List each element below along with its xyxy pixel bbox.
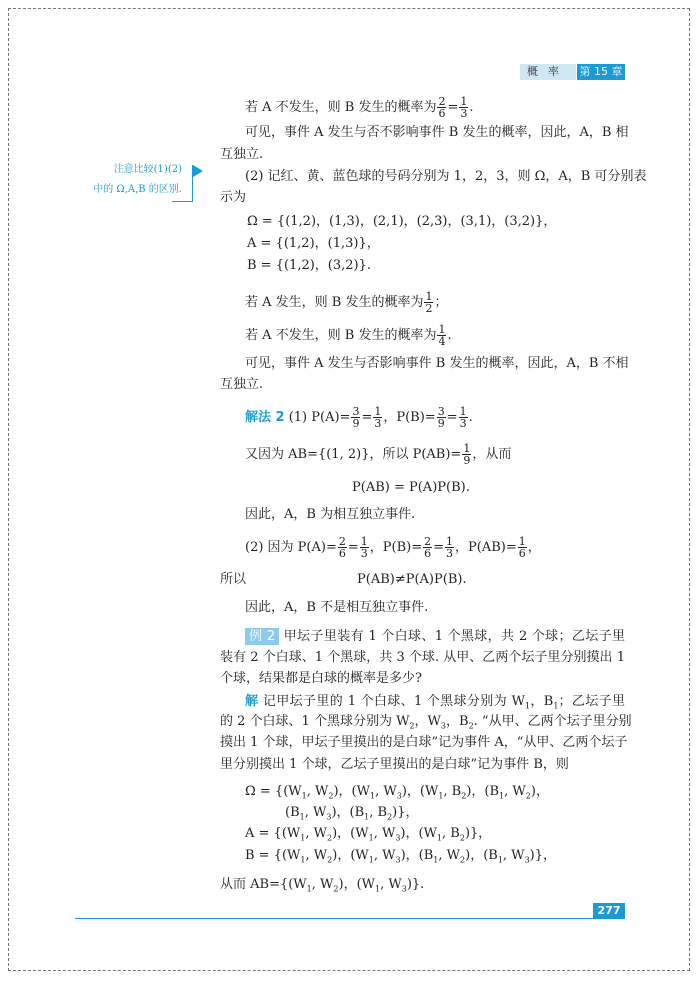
text-segment: A = {(W — [245, 826, 301, 841]
text-segment: 可见，事件 A 发生与否影响事件 B 发生的概率，因此，A，B 不相 — [245, 356, 629, 371]
fraction — [424, 291, 433, 314]
text-segment: )}， — [529, 848, 556, 863]
numerator: 2 — [424, 535, 432, 548]
subscript: 1 — [300, 855, 306, 865]
text-segment: ，B — [446, 714, 469, 729]
margin-note-bracket — [172, 201, 193, 202]
subscript: 1 — [436, 833, 443, 843]
text-segment: ；乙坛子里 — [558, 694, 625, 709]
subscript: 1 — [301, 791, 307, 801]
text-segment: = — [361, 410, 373, 425]
text-segment: ，P(B)= — [383, 410, 436, 425]
text-segment: , W — [380, 877, 402, 892]
text-segment: (2) 因为 P(A)= — [245, 540, 337, 555]
denominator: 9 — [463, 454, 471, 467]
text-segment: 若 A 不发生，则 B 发生的概率为 — [245, 100, 437, 115]
text-segment: . — [468, 410, 473, 425]
text-line — [245, 825, 491, 848]
text-line — [245, 406, 473, 429]
text-segment: )，(B — [400, 848, 434, 863]
text-line — [245, 324, 452, 347]
text-segment: )，(W — [333, 784, 370, 799]
fraction — [518, 536, 527, 559]
text-segment: 示为 — [220, 190, 247, 205]
text-segment: 因此，A，B 为相互独立事件. — [245, 507, 416, 522]
text-segment: 的 2 个白球、1 个黑球分别为 W — [220, 714, 410, 729]
solution-label: 解 — [245, 694, 259, 709]
denominator: 9 — [352, 417, 360, 430]
denominator: 6 — [438, 107, 446, 120]
text-segment: 又因为 AB={(1, 2)}，所以 P(AB)= — [245, 447, 462, 462]
text-segment: ； — [434, 295, 448, 310]
subscript: 1 — [497, 855, 503, 865]
text-line — [220, 189, 246, 207]
text-segment: , W — [305, 848, 328, 863]
text-segment: ，P(AB)= — [455, 540, 517, 555]
denominator: 6 — [518, 547, 526, 560]
text-segment: 若 A 不发生，则 B 发生的概率为 — [245, 328, 437, 343]
text-segment: )，(B — [331, 805, 365, 820]
fraction — [459, 96, 468, 119]
denominator: 3 — [460, 107, 468, 120]
text-segment: B = {(W — [245, 848, 301, 863]
fraction — [423, 536, 432, 559]
text-segment: 个球，结果都是白球的概率是多少? — [220, 671, 422, 686]
fraction — [437, 96, 446, 119]
text-line — [245, 443, 511, 466]
subscript: 2 — [327, 855, 333, 865]
text-line — [247, 213, 556, 231]
example-badge: 例 2 — [245, 628, 279, 645]
fraction — [360, 536, 369, 559]
text-segment: P(AB)≠P(A)P(B). — [357, 572, 467, 587]
margin-note-line: 注意比较(1)(2) — [113, 164, 182, 175]
numerator: 1 — [463, 442, 471, 455]
subscript: 2 — [326, 833, 333, 843]
text-segment: , W — [305, 826, 327, 841]
text-segment: = — [347, 540, 359, 555]
fraction — [437, 324, 446, 347]
denominator: 3 — [446, 547, 454, 560]
solution-label: 解法 2 — [245, 410, 285, 425]
text-line — [245, 124, 629, 142]
text-line — [357, 571, 467, 589]
subscript: 3 — [396, 791, 402, 801]
text-segment: )}， — [464, 826, 492, 841]
text-segment: , W — [311, 877, 334, 892]
text-segment: Ω = {(1,2)，(1,3)，(2,1)，(2,3)，(3,1)，(3,2)}， — [247, 214, 557, 229]
numerator: 2 — [438, 95, 446, 108]
fraction — [445, 536, 454, 559]
text-line — [245, 847, 556, 870]
text-segment: , W — [502, 848, 525, 863]
subscript: 1 — [369, 791, 376, 801]
text-line — [220, 571, 246, 589]
subscript: 2 — [460, 855, 466, 865]
subscript: 2 — [525, 791, 531, 801]
text-segment: 互独立. — [220, 147, 264, 162]
numerator: 1 — [438, 323, 446, 336]
subscript: 1 — [553, 701, 559, 711]
text-segment: , B — [369, 805, 388, 820]
text-segment: , B — [443, 784, 462, 799]
subscript: 3 — [326, 812, 332, 822]
text-segment: = — [433, 540, 445, 555]
subscript: 2 — [468, 721, 474, 731]
text-segment: B = {(1,2)，(3,2)}. — [247, 258, 372, 273]
subscript: 1 — [299, 812, 305, 822]
subscript: 2 — [333, 884, 339, 894]
denominator: 4 — [438, 335, 446, 348]
text-segment: 因此，A，B 不是相互独立事件. — [245, 600, 429, 615]
subscript: 3 — [401, 884, 407, 894]
numerator: 1 — [360, 535, 368, 548]
text-segment: 摸出 1 个球，甲坛子里摸出的是白球”记为事件 A，“从甲、乙两个坛子 — [220, 735, 628, 750]
text-segment: . “从甲、乙两个坛子里分别 — [473, 714, 632, 729]
numerator: 1 — [518, 535, 526, 548]
numerator: 3 — [437, 405, 445, 418]
text-line — [245, 506, 415, 524]
subscript: 3 — [395, 855, 401, 865]
text-line — [245, 96, 474, 119]
text-segment: 记甲坛子里的 1 个白球、1 个黑球分别为 W — [258, 694, 525, 709]
fraction — [338, 536, 347, 559]
text-segment: = — [447, 100, 459, 115]
text-segment: 互独立. — [220, 377, 264, 392]
text-segment: , W — [373, 848, 396, 863]
text-line — [247, 235, 380, 253]
text-line — [245, 536, 541, 559]
subscript: 1 — [499, 791, 505, 801]
text-segment: 里分别摸出 1 个球，乙坛子里摸出的是白球”记为事件 B，则 — [220, 757, 569, 772]
subscript: 2 — [328, 791, 334, 801]
numerator: 1 — [460, 95, 468, 108]
subscript: 2 — [459, 833, 465, 843]
subscript: 1 — [438, 791, 444, 801]
denominator: 3 — [374, 417, 382, 430]
text-segment: (2) 记红、黄、蓝色球的号码分别为 1，2，3，则 Ω，A，B 可分别表 — [245, 169, 647, 184]
subscript: 1 — [433, 855, 439, 865]
subscript: 1 — [368, 833, 374, 843]
text-line — [285, 804, 419, 827]
text-line — [220, 146, 263, 164]
text-segment: )，(W — [332, 826, 369, 841]
text-line — [245, 599, 428, 617]
subscript: 1 — [306, 884, 312, 894]
text-segment: )，(W — [332, 848, 369, 863]
margin-note-line: 中的 Ω,A,B 的区别. — [93, 184, 182, 195]
text-segment: )，(B — [466, 784, 500, 799]
numerator: 1 — [459, 405, 467, 418]
subscript: 2 — [461, 791, 467, 801]
text-segment: ，P(B)= — [369, 540, 423, 555]
denominator: 3 — [459, 417, 467, 430]
text-segment: 可见，事件 A 发生与否不影响事件 B 发生的概率，因此，A，B 相 — [245, 125, 629, 140]
text-line — [352, 479, 470, 497]
text-segment: ，B — [530, 694, 554, 709]
subscript: 3 — [524, 855, 530, 865]
text-line — [247, 257, 371, 275]
text-line — [220, 649, 625, 667]
text-line — [220, 734, 628, 752]
text-segment: 装有 2 个白球、1 个黑球，共 3 个球. 从甲、乙两个坛子里分别摸出 1 — [220, 650, 625, 665]
text-segment: , W — [438, 848, 461, 863]
text-segment: )，(W — [401, 784, 439, 799]
text-segment: (B — [285, 805, 300, 820]
subscript: 1 — [300, 833, 306, 843]
numerator: 1 — [446, 535, 454, 548]
denominator: 3 — [360, 547, 368, 560]
text-segment: . — [469, 100, 474, 115]
text-line — [220, 876, 424, 899]
denominator: 9 — [437, 417, 445, 430]
text-segment: P(AB) = P(A)P(B). — [352, 480, 470, 495]
text-segment: A = {(1,2)，(1,3)}， — [247, 236, 380, 251]
fraction — [459, 406, 468, 429]
text-line — [245, 628, 625, 646]
fraction — [373, 406, 382, 429]
text-segment: )，(W — [400, 826, 437, 841]
fraction — [437, 406, 446, 429]
text-segment: )，(W — [338, 877, 376, 892]
section-label: 概率 — [520, 64, 576, 80]
footer-rule — [75, 918, 625, 919]
text-line — [245, 355, 629, 373]
fraction — [462, 443, 471, 466]
flag-icon — [193, 165, 203, 177]
text-line — [220, 376, 263, 394]
denominator: 2 — [425, 302, 433, 315]
text-segment: ，W — [414, 714, 441, 729]
subscript: 2 — [409, 721, 415, 731]
text-line — [220, 670, 422, 688]
text-segment: , W — [373, 826, 396, 841]
text-segment: 若 A 发生，则 B 发生的概率为 — [245, 295, 424, 310]
text-segment: 甲坛子里装有 1 个白球、1 个黑球，共 2 个球；乙坛子里 — [279, 629, 626, 644]
text-segment: , W — [306, 784, 329, 799]
subscript: 1 — [368, 855, 374, 865]
text-segment: )，(B — [465, 848, 498, 863]
text-line — [245, 291, 448, 314]
text-segment: (1) P(A)= — [284, 410, 351, 425]
text-line — [220, 756, 569, 774]
denominator: 6 — [338, 547, 346, 560]
chapter-label: 第 15 章 — [577, 64, 625, 80]
numerator: 2 — [338, 535, 346, 548]
text-segment: , W — [504, 784, 526, 799]
subscript: 1 — [364, 812, 370, 822]
text-line — [220, 713, 632, 736]
numerator: 3 — [352, 405, 360, 418]
text-line — [245, 168, 647, 186]
text-segment: ，从而 — [472, 447, 512, 462]
text-segment: ， — [527, 540, 541, 555]
numerator: 1 — [425, 290, 433, 303]
text-segment: , W — [304, 805, 327, 820]
subscript: 1 — [524, 701, 531, 711]
text-line — [245, 783, 549, 806]
subscript: 3 — [395, 833, 401, 843]
subscript: 1 — [375, 884, 381, 894]
subscript: 3 — [440, 721, 446, 731]
text-segment: )}. — [406, 877, 425, 892]
text-segment: 所以 — [220, 572, 247, 587]
text-segment: , B — [442, 826, 460, 841]
page-number: 277 — [593, 903, 625, 919]
numerator: 1 — [374, 405, 382, 418]
text-segment: 从而 AB={(W — [220, 877, 307, 892]
subscript: 2 — [387, 812, 393, 822]
fraction — [351, 406, 360, 429]
text-segment: . — [447, 328, 452, 343]
text-segment: = — [446, 410, 458, 425]
denominator: 6 — [424, 547, 432, 560]
text-segment: Ω = {(W — [245, 784, 302, 799]
text-segment: , W — [375, 784, 397, 799]
text-segment: )}， — [392, 805, 419, 820]
text-segment: )， — [530, 784, 549, 799]
